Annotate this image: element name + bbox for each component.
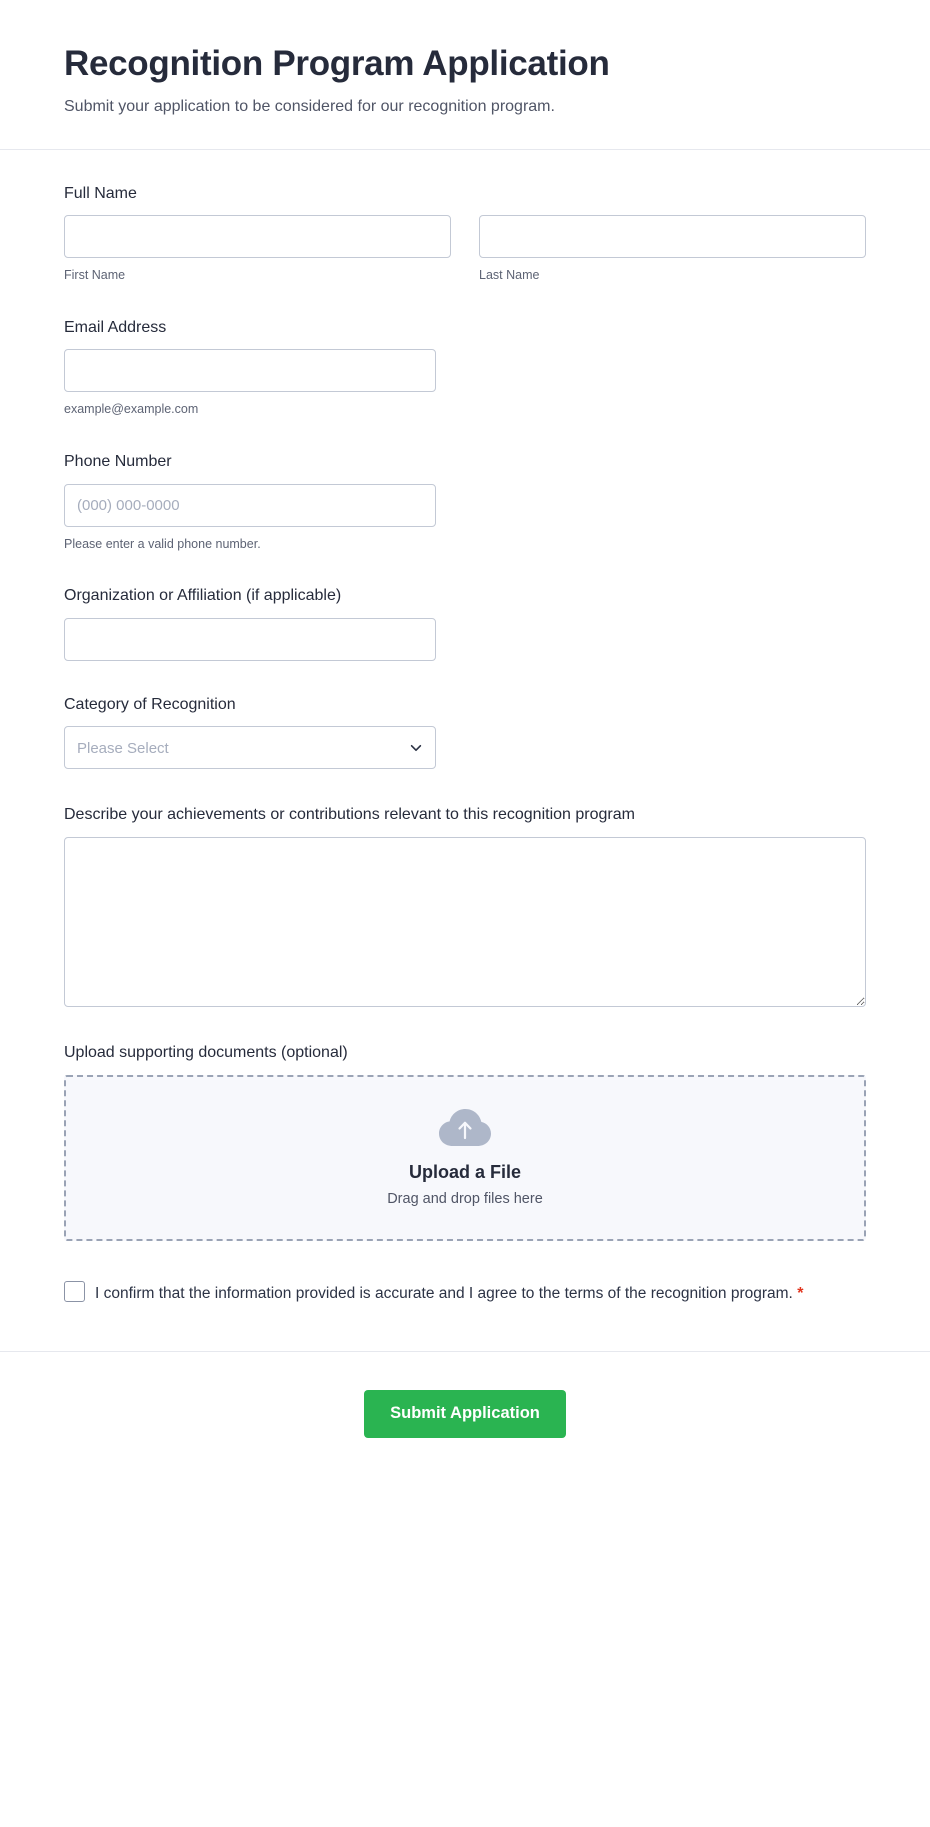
field-achievements xyxy=(64,805,866,1007)
field-email xyxy=(64,318,866,418)
field-phone xyxy=(64,452,866,552)
email-input[interactable] xyxy=(64,349,436,392)
first-name-sublabel: First Name xyxy=(64,268,126,283)
phone-input[interactable] xyxy=(64,484,436,527)
phone-label: Phone Number xyxy=(64,452,172,470)
organization-label: Organization or Affiliation (if applicable) xyxy=(64,586,342,604)
email-label: Email Address xyxy=(64,318,167,336)
last-name-input[interactable] xyxy=(479,215,866,258)
field-organization xyxy=(64,586,866,661)
file-dropzone[interactable] xyxy=(64,1075,866,1241)
email-hint: example@example.com xyxy=(64,402,199,417)
consent-row xyxy=(64,1281,866,1307)
full-name-row xyxy=(64,215,866,283)
upload-title: Upload a File xyxy=(408,1161,522,1182)
first-name-column xyxy=(64,215,451,283)
category-select-wrapper xyxy=(64,726,436,769)
consent-checkbox[interactable] xyxy=(64,1281,85,1302)
form-body xyxy=(0,150,930,1351)
field-upload xyxy=(64,1043,866,1241)
category-select[interactable]: Please Select xyxy=(64,726,436,769)
phone-hint: Please enter a valid phone number. xyxy=(64,536,261,551)
form-footer xyxy=(0,1351,930,1490)
form-header xyxy=(0,0,930,150)
page-title: Recognition Program Application xyxy=(64,44,610,83)
upload-subtitle: Drag and drop files here xyxy=(387,1190,543,1207)
last-name-column xyxy=(479,215,866,283)
upload-label: Upload supporting documents (optional) xyxy=(64,1044,348,1062)
last-name-sublabel: Last Name xyxy=(479,268,540,283)
page-subtitle: Submit your application to be considered for our recognition program. xyxy=(64,98,555,116)
consent-label: I confirm that the information provided is accurate and I agree to the terms of the recognition program. xyxy=(95,1284,793,1302)
field-consent xyxy=(64,1281,866,1307)
achievements-textarea[interactable] xyxy=(64,837,866,1007)
cloud-upload-icon xyxy=(438,1108,492,1148)
field-full-name xyxy=(64,184,866,284)
achievements-label: Describe your achievements or contributions relevant to this recognition program xyxy=(64,806,635,824)
organization-input[interactable] xyxy=(64,618,436,661)
submit-application-button[interactable]: Submit Application xyxy=(364,1390,566,1438)
first-name-input[interactable] xyxy=(64,215,451,258)
required-indicator: * xyxy=(797,1284,804,1302)
field-category xyxy=(64,695,866,770)
full-name-label: Full Name xyxy=(64,184,137,202)
category-label: Category of Recognition xyxy=(64,695,236,713)
